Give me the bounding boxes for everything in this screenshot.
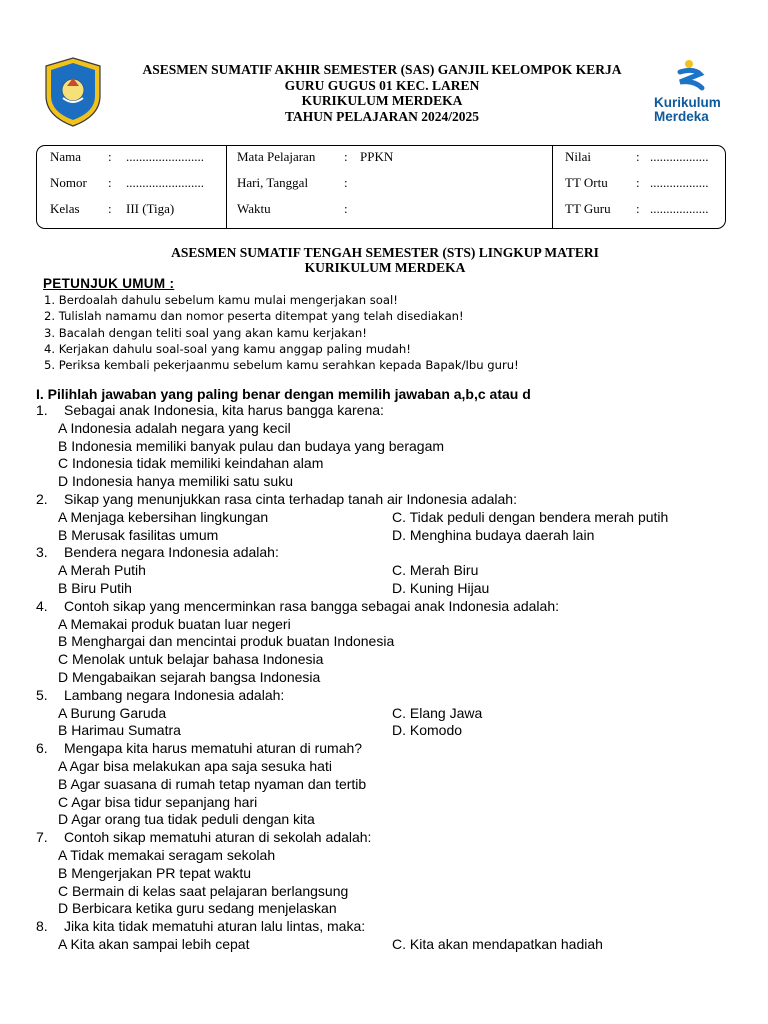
answer-option[interactable]: C. Elang Jawa	[392, 704, 483, 721]
question-stem	[36, 402, 736, 420]
question-number: 5.	[36, 686, 48, 703]
header-line: ASESMEN SUMATIF AKHIR SEMESTER (SAS) GANJIL KELOMPOK KERJA	[142, 62, 622, 77]
teacher-signature-field[interactable]: ..................	[650, 201, 709, 216]
date-label: Hari, Tanggal	[237, 175, 309, 190]
instruction-item: 5. Periksa kembali pekerjaanmu sebelum kamu serahkan kepada Bapak/Ibu guru!	[44, 358, 519, 373]
answer-option[interactable]: B Agar suasana di rumah tetap nyaman dan tertib	[58, 775, 367, 792]
question-number: 1.	[36, 402, 48, 418]
answer-option[interactable]: C. Tidak peduli dengan bendera merah putih	[392, 508, 669, 525]
question-stem	[36, 491, 736, 509]
answer-option[interactable]: C. Merah Biru	[392, 562, 479, 579]
answer-option[interactable]: D Agar orang tua tidak peduli dengan kita	[58, 811, 315, 828]
parent-signature-field[interactable]: ..................	[650, 175, 709, 190]
colon: :	[108, 201, 112, 216]
instructions-title: PETUNJUK UMUM :	[43, 276, 175, 291]
question-stem	[36, 598, 736, 616]
name-label: Nama	[50, 149, 82, 164]
number-label: Nomor	[50, 175, 87, 190]
colon: :	[344, 149, 348, 164]
answer-option[interactable]: C Bermain di kelas saat pelajaran berlangsung	[58, 882, 349, 899]
answer-option[interactable]: B Merusak fasilitas umum	[58, 526, 219, 543]
subject-label: Mata Pelajaran	[237, 149, 316, 164]
class-value: III (Tiga)	[126, 201, 175, 216]
answer-option[interactable]: A Tidak memakai seragam sekolah	[58, 846, 276, 863]
colon: :	[108, 175, 112, 190]
answer-option[interactable]: B Harimau Sumatra	[58, 722, 181, 739]
regency-crest-logo	[42, 56, 104, 128]
question-number: 2.	[36, 490, 48, 507]
answer-option[interactable]: A Merah Putih	[58, 562, 146, 579]
answer-option[interactable]: D Mengabaikan sejarah bangsa Indonesia	[58, 668, 321, 685]
question-number: 7.	[36, 829, 48, 846]
question-text: Contoh sikap mematuhi aturan di sekolah adalah:	[64, 829, 372, 846]
question-stem	[36, 687, 736, 705]
answer-option[interactable]: B Indonesia memiliki banyak pulau dan budaya yang beragam	[58, 437, 445, 454]
sts-title: ASESMEN SUMATIF TENGAH SEMESTER (STS) LINGKUP MATERI KURIKULUM MERDEKA	[171, 245, 599, 275]
number-field[interactable]: ........................	[126, 175, 204, 190]
question-text: Jika kita tidak mematuhi aturan lalu lintas, maka:	[64, 918, 366, 935]
answer-option[interactable]: A Agar bisa melakukan apa saja sesuka hati	[58, 757, 332, 774]
student-identity-box	[36, 145, 726, 229]
answer-option[interactable]: A Kita akan sampai lebih cepat	[58, 935, 250, 952]
instruction-item: 2. Tulislah namamu dan nomor peserta ditempat yang telah disediakan!	[44, 309, 464, 324]
answer-option[interactable]: D. Kuning Hijau	[392, 579, 490, 596]
question-list	[36, 402, 736, 954]
score-field[interactable]: ..................	[650, 149, 709, 164]
kurikulum-merdeka-wordmark: Kurikulum Merdeka	[654, 95, 721, 124]
colon: :	[108, 149, 112, 164]
question-stem	[36, 829, 736, 847]
question-number: 4.	[36, 597, 48, 614]
question-number: 8.	[36, 918, 48, 935]
question-text: Mengapa kita harus mematuhi aturan di rumah?	[64, 740, 363, 757]
instruction-item: 4. Kerjakan dahulu soal-soal yang kamu anggap paling mudah!	[44, 341, 411, 356]
parent-signature-label: TT Ortu	[565, 175, 608, 190]
colon: :	[636, 201, 640, 216]
answer-option[interactable]: A Menjaga kebersihan lingkungan	[58, 508, 269, 525]
time-label: Waktu	[237, 201, 271, 216]
answer-option[interactable]: C Menolak untuk belajar bahasa Indonesia	[58, 651, 324, 668]
answer-option[interactable]: B Mengerjakan PR tepat waktu	[58, 864, 251, 881]
answer-option[interactable]: A Memakai produk buatan luar negeri	[58, 615, 291, 632]
question-number: 3.	[36, 544, 48, 561]
class-label: Kelas	[50, 201, 80, 216]
question-text: Sikap yang menunjukkan rasa cinta terhadap tanah air Indonesia adalah:	[64, 490, 517, 507]
colon: :	[636, 149, 640, 164]
answer-option[interactable]: C Agar bisa tidur sepanjang hari	[58, 793, 258, 810]
answer-option[interactable]: B Menghargai dan mencintai produk buatan Indonesia	[58, 633, 395, 650]
question-stem	[36, 740, 736, 758]
colon: :	[636, 175, 640, 190]
answer-option[interactable]: D. Menghina budaya daerah lain	[392, 526, 595, 543]
answer-option[interactable]: C. Kita akan mendapatkan hadiah	[392, 935, 603, 952]
instruction-item: 1. Berdoalah dahulu sebelum kamu mulai mengerjakan soal!	[44, 293, 398, 307]
colon: :	[344, 201, 348, 216]
colon: :	[344, 175, 348, 190]
section-heading: I. Pilihlah jawaban yang paling benar dengan memilih jawaban a,b,c atau d	[36, 386, 531, 402]
teacher-signature-label: TT Guru	[565, 201, 611, 216]
question-stem	[36, 544, 736, 562]
answer-option[interactable]: A Burung Garuda	[58, 704, 167, 721]
instructions-list	[44, 292, 519, 373]
answer-option[interactable]: D Berbicara ketika guru sedang menjelaskan	[58, 900, 337, 917]
question-text: Bendera negara Indonesia adalah:	[64, 544, 279, 561]
header-line: TAHUN PELAJARAN 2024/2025	[284, 108, 479, 124]
answer-option[interactable]: D Indonesia hanya memiliki satu suku	[58, 473, 294, 490]
question-text: Lambang negara Indonesia adalah:	[64, 686, 285, 703]
exam-header	[110, 62, 654, 124]
question-stem	[36, 918, 736, 936]
header-line: KURIKULUM MERDEKA	[301, 93, 463, 108]
instruction-item: 3. Bacalah dengan teliti soal yang akan kamu kerjakan!	[44, 325, 367, 340]
question-text: Sebagai anak Indonesia, kita harus bangga karena:	[64, 402, 384, 418]
name-field[interactable]: ........................	[126, 149, 204, 164]
answer-option[interactable]: B Biru Putih	[58, 579, 132, 596]
answer-option[interactable]: D. Komodo	[392, 722, 463, 739]
score-label: Nilai	[565, 149, 591, 164]
subject-value: PPKN	[360, 149, 394, 164]
answer-option[interactable]: C Indonesia tidak memiliki keindahan alam	[58, 455, 324, 472]
answer-option[interactable]: A Indonesia adalah negara yang kecil	[58, 419, 291, 436]
question-text: Contoh sikap yang mencerminkan rasa bangga sebagai anak Indonesia adalah:	[64, 597, 560, 614]
question-number: 6.	[36, 740, 48, 757]
header-line: GURU GUGUS 01 KEC. LAREN	[284, 77, 480, 93]
